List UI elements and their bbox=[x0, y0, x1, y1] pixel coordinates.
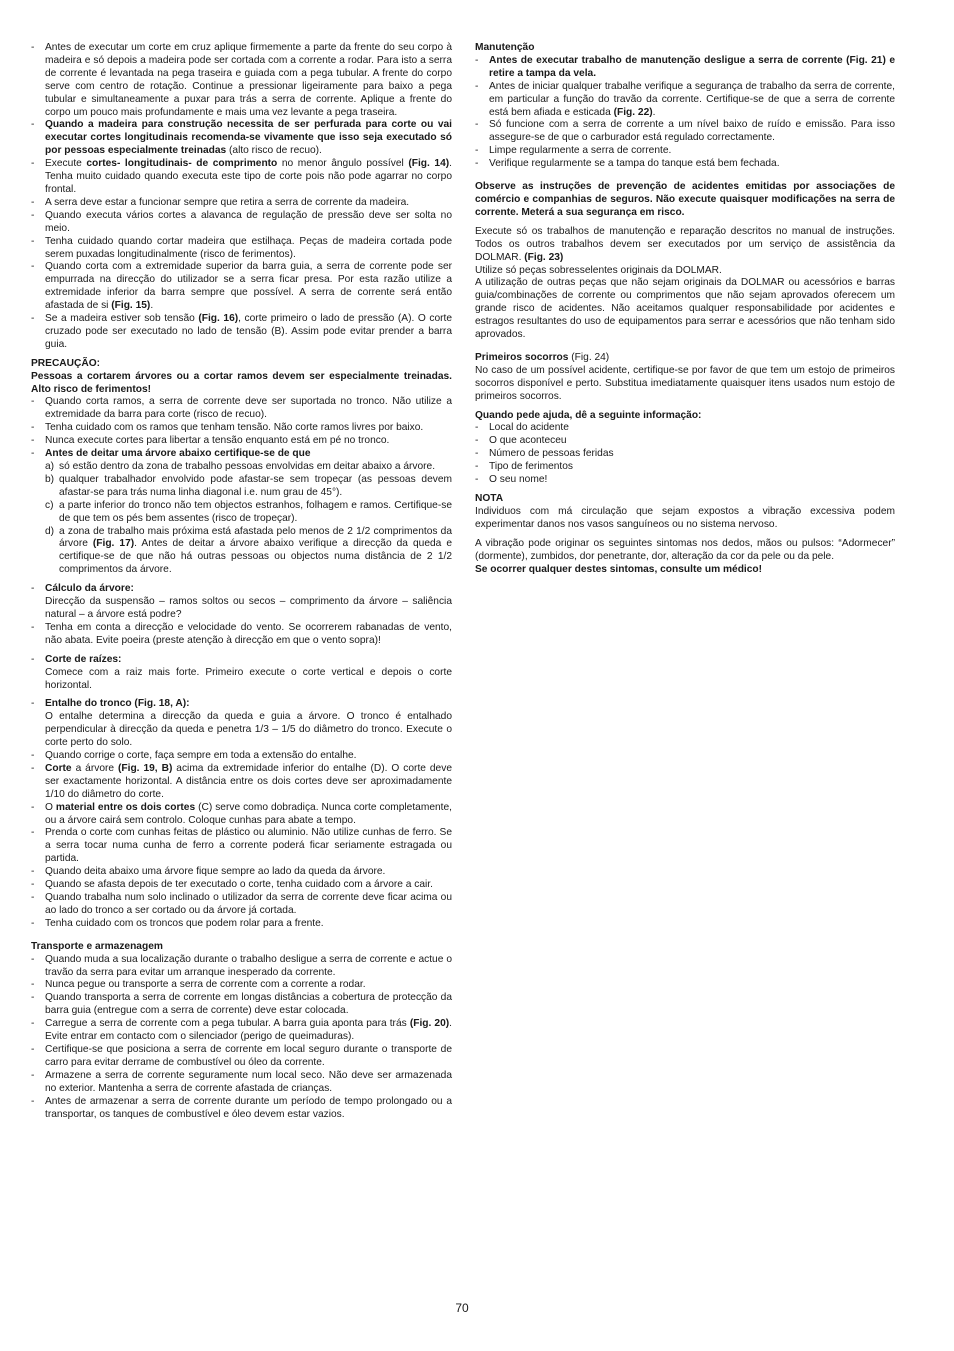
list-item: - Tenha cuidado com os troncos que podem rolar para a frente. bbox=[31, 917, 324, 929]
list-item: - Quando corta ramos, a serra de corrente deve ser suportada no tronco. Não utilize a extremidade da barra para corte (risco de recuo). bbox=[31, 396, 452, 421]
list-item: - Antes de executar um corte em cruz aplique firmemente a parte da frente do seu corpo à madeira e só depois a madeira pode ser cortada com a corrente a rodar. Para isto a serra de corrente é levantada na pega traseira e guiada com a pega tubular. A frente do corpo serve com centro de rotação. Continue a pressionar ligeiramente para baixo a pega tubular e simultaneamente a puxar para trás a serra de corrente. Aplique a frente do corpo um pouco mais profundamente e mais uma vez levante a pega traseira. bbox=[31, 42, 452, 118]
list-item: - Quando trabalha num solo inclinado o utilizador da serra de corrente deve ficar acima ou ao lado do tronco a ser cortado ou da árvore já cortada. bbox=[31, 892, 452, 916]
sub-item: a) só estão dentro da zona de trabalho pessoas envolvidas em deitar abaixo a árvore. bbox=[45, 461, 436, 472]
list-item: - Entalhe do tronco (Fig. 18, A): O entalhe determina a direcção da queda e guia a árvore. O tronco é entalhado perpendicular à direcção da queda e penetra 1/3 – 1/5 do diâmetro do tronco. Execute o corte perto do solo. bbox=[31, 698, 452, 749]
list-item: - O material entre os dois cortes (C) serve como dobradiça. Nunca corte completamente, ou a árvore cairá sem controlo. Coloque cunhas para abate a tempo. bbox=[31, 801, 452, 826]
left-column bbox=[31, 42, 452, 1121]
list-item: - Corte a árvore (Fig. 19, B) acima da extremidade inferior do entalhe (D). O corte deve ser exactamente horizontal. A distância entre os dois cortes deve ser aproximadamente 1/10 do diâmetro do corte. bbox=[31, 762, 452, 800]
list-item: - Cálculo da árvore: Direcção da suspensão – ramos soltos ou secos – comprimento da árvore – saliência natural – a árvore está podre? bbox=[31, 583, 452, 620]
list-item: - Corte de raízes: Comece com a raiz mais forte. Primeiro execute o corte vertical e depois o corte horizontal. bbox=[31, 653, 452, 691]
transporte-heading: Transporte e armazenagem bbox=[31, 940, 163, 952]
utilize-paragraph: Utilize só peças sobresselentes originais da DOLMAR. bbox=[475, 264, 722, 276]
bullet-dash: - bbox=[31, 42, 35, 53]
list-item: - Quando transporta a serra de corrente em longas distâncias a cobertura de protecção da barra guia (entregue com a serra de corrente) deve estar colocada. bbox=[31, 992, 452, 1017]
list-item: - Carregue a serra de corrente com a pega tubular. A barra guia aponta para trás (Fig. 20). Evite entrar em contacto com o silenciador (perigo de queimaduras). bbox=[31, 1018, 452, 1043]
sub-item: c) a parte inferior do tronco não tem objectos estranhos, folhagem e ramos. Certifique-se de que tem os pés bem assentes (risco de tropeçar). bbox=[45, 499, 452, 524]
page-number: 70 bbox=[455, 1301, 469, 1315]
list-item: - Local do acidente bbox=[475, 422, 569, 434]
list-item: - Verifique regularmente se a tampa do tanque está bem fechada. bbox=[475, 158, 780, 170]
sintomas-warning: Se ocorrer qualquer destes sintomas, consulte um médico! bbox=[475, 563, 763, 575]
nota-paragraph: Individuos com má circulação que sejam expostos a vibração excessiva podem experimentar danos nos vasos sanguíneos ou no sistema nervoso. bbox=[475, 505, 895, 530]
list-item: - Antes de armazenar a serra de corrente durante um período de tempo prolongado ou a transportar, os tanques de combustível e óleo devem estar vazios. bbox=[31, 1095, 452, 1120]
execute-paragraph: Execute só os trabalhos de manutenção e reparação descritos no manual de instruções. Todos os outros trabalhos devem ser executados por um serviço de assistência da DOLMAR. (Fig. 23) bbox=[475, 225, 895, 263]
list-item: - Número de pessoas feridas bbox=[475, 448, 614, 460]
list-item: - Nunca execute cortes para libertar a tensão enquanto está em pé no tronco. bbox=[31, 435, 390, 447]
list-item: - A serra deve estar a funcionar sempre que retira a serra de corrente da madeira. bbox=[31, 196, 410, 208]
list-item: - Só funcione com a serra de corrente a um nível baixo de ruído e emissão. Para isso assegure-se de que o carburador está regulado correctamente. bbox=[475, 119, 895, 144]
quando-heading: Quando pede ajuda, dê a seguinte informação: bbox=[475, 409, 702, 421]
list-item: - Tenha em conta a direcção e velocidade do vento. Se ocorrerem rabanadas de vento, não abata. Evite poeira (preste atenção à direcção em que o vento sopra)! bbox=[31, 621, 452, 646]
list-item: - Quando corta com a extremidade superior da barra guia, a serra de corrente pode ser empurrada na direcção do utilizador se a serra ficar presa. Por esta razão utilize a extremidade inferior da barra sempre que possível. A serra de corrente será então afastada de si (Fig. 15). bbox=[31, 261, 452, 312]
list-item: - Antes de deitar uma árvore abaixo certifique-se de que bbox=[31, 448, 311, 460]
primeiros-heading: Primeiros socorros (Fig. 24) bbox=[475, 351, 610, 363]
list-item: - Quando a madeira para construção necessita de ser perfurada para corte ou vai executar cortes longitudinais recomenda-se vivamente que isso seja executado só por pessoas especialmente treinadas (alto risco de recuo). bbox=[31, 119, 452, 157]
list-item: - Nunca pegue ou transporte a serra de corrente com a corrente a rodar. bbox=[31, 979, 366, 991]
list-item: - Tipo de ferimentos bbox=[475, 461, 573, 473]
list-item: - Quando muda a sua localização durante o trabalho desligue a serra de corrente e actue o travão da serra para evitar um arranque inesperado da corrente. bbox=[31, 953, 452, 978]
list-item: - Certifique-se que posiciona a serra de corrente em local seguro durante o transporte de carro para evitar derrame de combustível ou óleo da corrente. bbox=[31, 1043, 452, 1068]
sub-item: d) a zona de trabalho mais próxima está afastada pelo menos de 2 1/2 comprimentos da árvore (Fig. 17). Antes de deitar a árvore abaixo verifique a direcção da queda e certifique-se de que não há outras pessoas ou objectos numa distância de 2 1/2 comprimentos da árvore. bbox=[45, 525, 452, 576]
list-item: - Tenha cuidado quando cortar madeira que estilhaça. Peças de madeira cortada pode serem puxadas longitudinalmente (risco de ferimentos). bbox=[31, 235, 452, 260]
list-item: - Antes de iniciar qualquer trabalhe verifique a segurança de trabalho da serra de corrente, em particular a função do travão da corrente. Certifique-se de que a serra de corrente está bem afiada e esticada (Fig. 22). bbox=[475, 80, 895, 118]
list-item: - Quando deita abaixo uma árvore fique sempre ao lado da queda da árvore. bbox=[31, 866, 386, 878]
list-item: - Prenda o corte com cunhas feitas de plástico ou aluminio. Não utilize cunhas de ferro. Se a serra tocar numa cunha de ferro a corrente poderá ficar seriamente estragada ou partida. bbox=[31, 827, 452, 865]
utilizacao-paragraph: A utilização de outras peças que não sejam originais da DOLMAR ou acessórios e barras guia/combinações de corrente ou comprimentos que não sejam aprovados oferecem um grande risco de acidentes. Não aceitamos qualquer responsabilidade por acidentes e estragos resultantes do uso de equipamentos para serrar e acessórios que não tenham sido aprovados. bbox=[475, 277, 895, 341]
primeiros-paragraph: No caso de um possível acidente, certifique-se por favor de que tem um estojo de primeiros socorros disponível e perto. Substitua imediatamente quaisquer itens usados num estojo de primeiros socorros. bbox=[475, 364, 895, 402]
sub-item: b) qualquer trabalhador envolvido pode afastar-se sem tropeçar (as pessoas devem afastar-se para trás numa linha diagonal i.e. num grau de 45°). bbox=[45, 473, 452, 498]
list-item: - O que aconteceu bbox=[475, 435, 567, 447]
observe-paragraph: Observe as instruções de prevenção de acidentes emitidas por associações de comércio e companhias de seguros. Não execute quaisquer modificações na serra de corrente. Meterá a sua segurança em risco. bbox=[475, 181, 895, 218]
list-item: - Antes de executar trabalho de manutenção desligue a serra de corrente (Fig. 21) e retire a tampa da vela. bbox=[475, 54, 895, 79]
precaucao-warning: Pessoas a cortarem árvores ou a cortar ramos devem ser especialmente treinadas. Alto risco de ferimentos! bbox=[31, 370, 452, 395]
list-item: - Armazene a serra de corrente seguramente num local seco. Não deve ser armazenada no exterior. Mantenha a serra de corrente afastada de crianças. bbox=[31, 1069, 452, 1094]
manutencao-heading: Manutenção bbox=[475, 42, 535, 53]
right-column bbox=[475, 42, 895, 576]
list-item: - Quando corrige o corte, faça sempre em toda a extensão do entalhe. bbox=[31, 750, 357, 762]
list-item: - Se a madeira estiver sob tensão (Fig. 16), corte primeiro o lado de pressão (A). O corte cruzado pode ser executado no lado de tensão (B). Assim pode evitar prender a barra guia. bbox=[31, 313, 453, 350]
vibracao-paragraph: A vibração pode originar os seguintes sintomas nos dedos, mãos ou pulsos: “Adormecer” (dormente), zumbidos, dor penetrante, dor, alteração da cor da pele ou da pele. bbox=[475, 537, 895, 562]
list-item: - Quando se afasta depois de ter executado o corte, tenha cuidado com a árvore a cair. bbox=[31, 879, 433, 891]
precaucao-heading: PRECAUÇÃO: bbox=[31, 357, 101, 369]
list-item: - Limpe regularmente a serra de corrente. bbox=[475, 145, 672, 157]
list-item: - O seu nome! bbox=[475, 474, 548, 486]
list-item: - Execute cortes- longitudinais- de comprimento no menor ângulo possível (Fig. 14). Tenha muito cuidado quando executa este tipo de corte pois não pode agarrar no corpo frontal. bbox=[31, 158, 452, 195]
list-item: - Tenha cuidado com os ramos que tenham tensão. Não corte ramos livres por baixo. bbox=[31, 422, 424, 434]
list-item: - Quando executa vários cortes a alavanca de regulação de pressão deve ser solta no meio. bbox=[31, 209, 452, 234]
nota-heading: NOTA bbox=[475, 493, 504, 504]
